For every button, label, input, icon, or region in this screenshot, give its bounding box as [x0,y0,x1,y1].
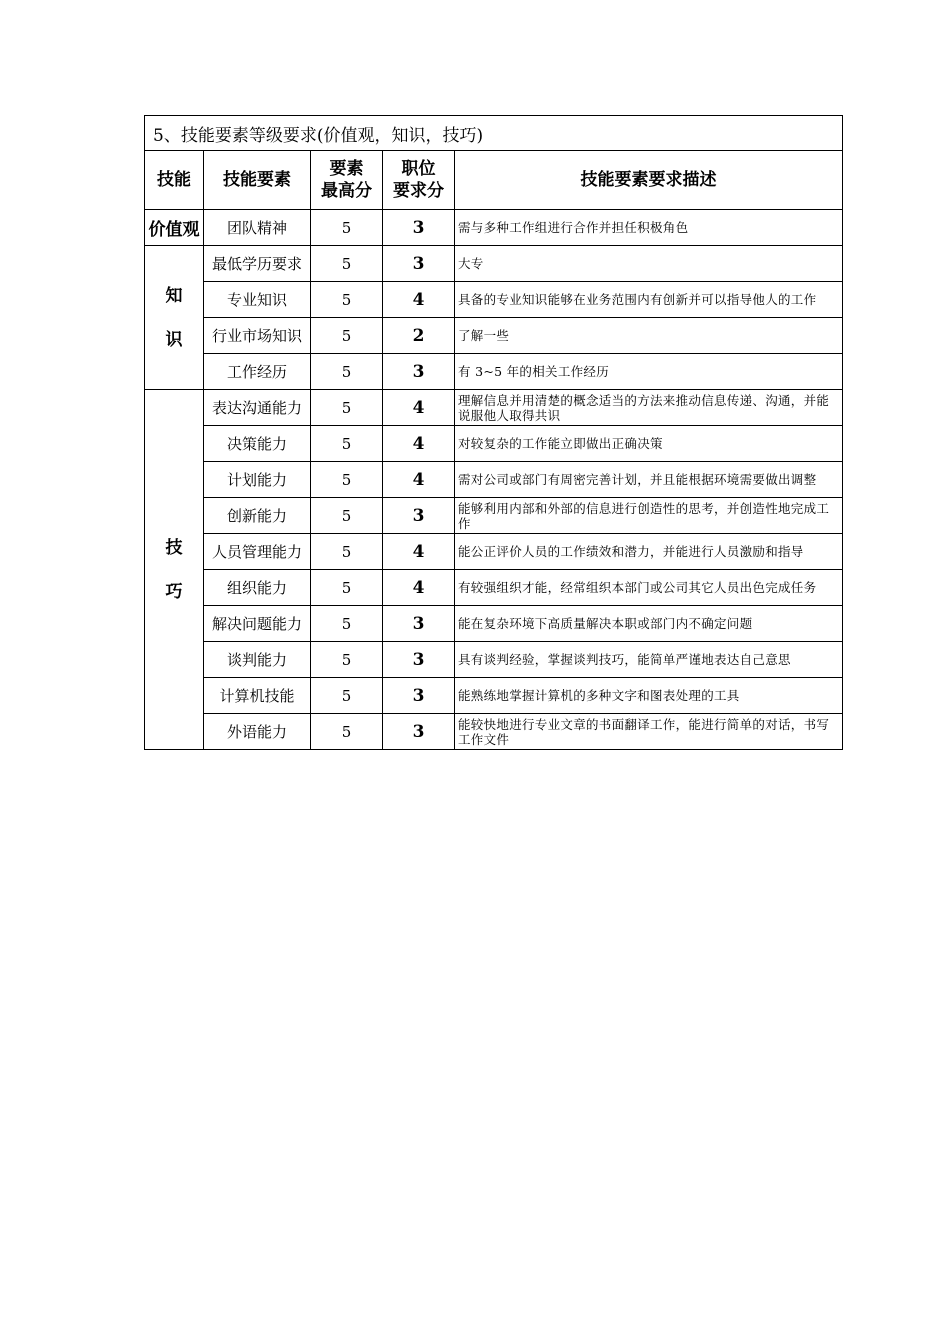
table-body [145,116,843,750]
table-row [145,498,843,534]
max-score-cell: 5 [311,534,383,570]
max-score-cell: 5 [311,210,383,246]
header-element: 技能要素 [204,151,311,210]
header-max-score-line2: 最高分 [321,181,372,201]
element-cell: 组织能力 [204,570,311,606]
max-score-cell: 5 [311,390,383,426]
element-cell: 计划能力 [204,462,311,498]
header-max-score [311,151,383,210]
element-cell: 行业市场知识 [204,318,311,354]
element-cell: 外语能力 [204,714,311,750]
category-cell: 价值观 [145,210,204,246]
element-cell: 创新能力 [204,498,311,534]
element-cell: 计算机技能 [204,678,311,714]
header-required-score [383,151,455,210]
element-cell: 表达沟通能力 [204,390,311,426]
required-score-cell: 4 [383,462,455,498]
required-score-cell: 2 [383,318,455,354]
max-score-cell: 5 [311,282,383,318]
description-cell: 具有谈判经验，掌握谈判技巧，能简单严谨地表达自己意思 [455,642,843,678]
required-score-cell: 3 [383,678,455,714]
description-cell: 需与多种工作组进行合作并担任积极角色 [455,210,843,246]
required-score-cell: 3 [383,642,455,678]
table-row [145,462,843,498]
required-score-cell: 3 [383,714,455,750]
table-row [145,426,843,462]
required-score-cell: 3 [383,210,455,246]
max-score-cell: 5 [311,570,383,606]
max-score-cell: 5 [311,642,383,678]
table-title: 5、技能要素等级要求(价值观，知识，技巧) [145,116,843,151]
max-score-cell: 5 [311,246,383,282]
header-category: 技能 [145,151,204,210]
table-row [145,606,843,642]
table-row [145,354,843,390]
element-cell: 最低学历要求 [204,246,311,282]
category-char: 知 [165,285,183,306]
element-cell: 人员管理能力 [204,534,311,570]
description-cell: 理解信息并用清楚的概念适当的方法来推动信息传递、沟通，并能说服他人取得共识 [455,390,843,426]
required-score-cell: 4 [383,534,455,570]
description-cell: 有较强组织才能，经常组织本部门或公司其它人员出色完成任务 [455,570,843,606]
title-row [145,116,843,151]
description-cell: 能熟练地掌握计算机的多种文字和图表处理的工具 [455,678,843,714]
required-score-cell: 4 [383,426,455,462]
max-score-cell: 5 [311,714,383,750]
table-row [145,714,843,750]
max-score-cell: 5 [311,606,383,642]
header-row [145,151,843,210]
max-score-cell: 5 [311,498,383,534]
table-row [145,534,843,570]
description-cell: 大专 [455,246,843,282]
element-cell: 团队精神 [204,210,311,246]
table-row [145,570,843,606]
category-char: 技 [165,537,183,558]
category-char: 巧 [165,581,183,602]
max-score-cell: 5 [311,354,383,390]
category-cell [145,246,204,390]
description-cell: 能较快地进行专业文章的书面翻译工作，能进行简单的对话，书写工作文件 [455,714,843,750]
description-cell: 对较复杂的工作能立即做出正确决策 [455,426,843,462]
table-row [145,246,843,282]
required-score-cell: 3 [383,354,455,390]
max-score-cell: 5 [311,426,383,462]
header-description: 技能要素要求描述 [455,151,843,210]
skill-requirements-table [144,115,843,750]
required-score-cell: 4 [383,282,455,318]
required-score-cell: 3 [383,606,455,642]
element-cell: 解决问题能力 [204,606,311,642]
description-cell: 有 3~5 年的相关工作经历 [455,354,843,390]
category-cell [145,390,204,750]
element-cell: 谈判能力 [204,642,311,678]
description-cell: 能在复杂环境下高质量解决本职或部门内不确定问题 [455,606,843,642]
description-cell: 具备的专业知识能够在业务范围内有创新并可以指导他人的工作 [455,282,843,318]
required-score-cell: 3 [383,498,455,534]
category-char: 识 [165,329,183,350]
description-cell: 能公正评价人员的工作绩效和潜力，并能进行人员激励和指导 [455,534,843,570]
description-cell: 能够利用内部和外部的信息进行创造性的思考，并创造性地完成工作 [455,498,843,534]
header-required-line1: 职位 [401,159,436,179]
required-score-cell: 3 [383,246,455,282]
max-score-cell: 5 [311,462,383,498]
table-row [145,318,843,354]
table-row [145,282,843,318]
description-cell: 了解一些 [455,318,843,354]
required-score-cell: 4 [383,390,455,426]
table-row [145,390,843,426]
table-row [145,642,843,678]
element-cell: 专业知识 [204,282,311,318]
header-max-score-line1: 要素 [329,159,364,179]
element-cell: 决策能力 [204,426,311,462]
header-required-line2: 要求分 [393,181,444,201]
description-cell: 需对公司或部门有周密完善计划，并且能根据环境需要做出调整 [455,462,843,498]
required-score-cell: 4 [383,570,455,606]
table-row [145,678,843,714]
max-score-cell: 5 [311,318,383,354]
max-score-cell: 5 [311,678,383,714]
element-cell: 工作经历 [204,354,311,390]
table-row [145,210,843,246]
